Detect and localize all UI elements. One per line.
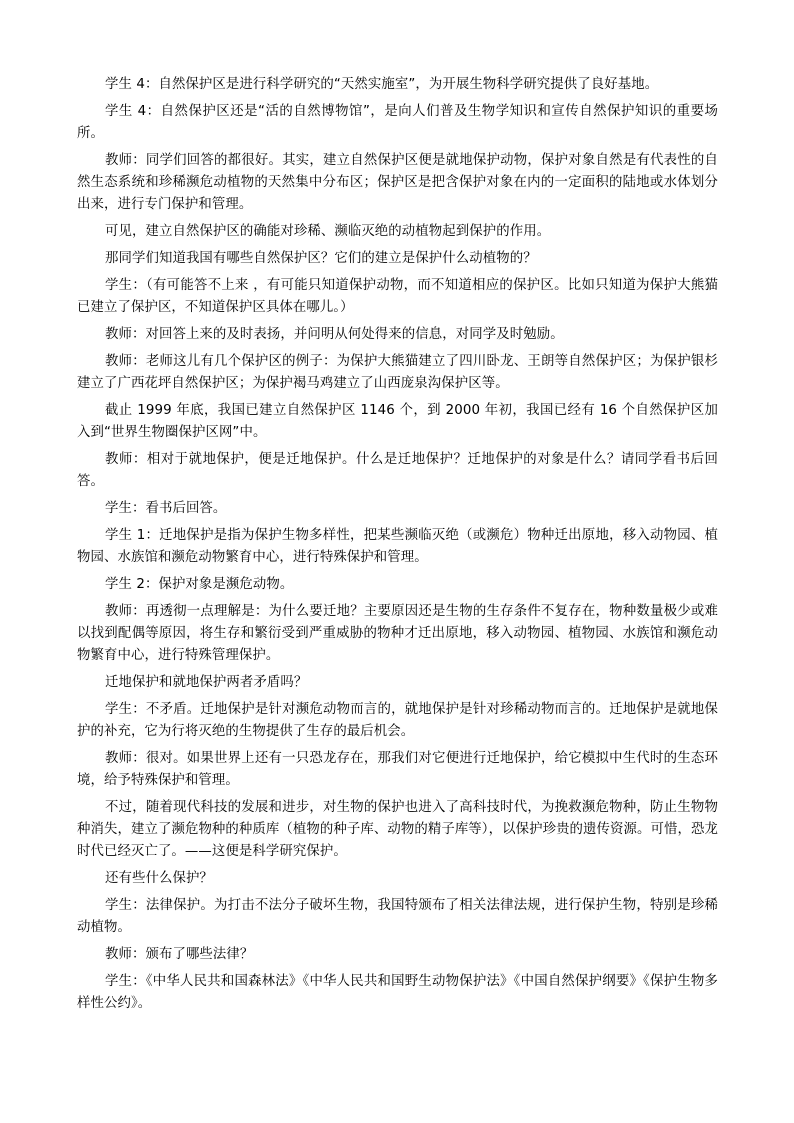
paragraph: 学生 1：迁地保护是指为保护生物多样性，把某些濒临灭绝（或濒危）物种迁出原地，移入动物园、植物园、水族馆和濒危动物繁育中心，进行特殊保护和管理。 bbox=[77, 528, 718, 565]
paragraph: 学生：《中华人民共和国森林法》《中华人民共和国野生动物保护法》《中国自然保护纲要》《保护生物多样性公约》。 bbox=[77, 974, 718, 1011]
paragraph: 教师：对回答上来的及时表扬，并问明从何处得来的信息，对同学及时勉励。 bbox=[105, 327, 564, 342]
paragraph: 学生：（有可能答不上来 ，有可能只知道保护动物，而不知道相应的保护区。比如只知道为保护大熊猫已建立了保护区，不知道保护区具体在哪儿。） bbox=[77, 278, 718, 315]
document-body bbox=[77, 74, 718, 1020]
paragraph: 教师：相对于就地保护，便是迁地保护。什么是迁地保护？迁地保护的对象是什么？请同学看书后回答。 bbox=[77, 452, 718, 489]
paragraph: 学生 4：自然保护区是进行科学研究的“天然实施室”，为开展生物科学研究提供了良好基地。 bbox=[105, 77, 659, 92]
paragraph: 迁地保护和就地保护两者矛盾吗？ bbox=[105, 675, 308, 690]
paragraph: 截止 1999 年底，我国已建立自然保护区 1146 个，到 2000 年初，我国已经有 16 个自然保护区加入到“世界生物圈保护区网”中。 bbox=[77, 403, 718, 440]
paragraph: 学生 2：保护对象是濒危动物。 bbox=[105, 577, 294, 592]
paragraph: 学生：法律保护。为打击不法分子破坏生物，我国特颁布了相关法律法规，进行保护生物，特别是珍稀动植物。 bbox=[77, 898, 718, 935]
paragraph: 学生 4：自然保护区还是“活的自然博物馆”，是向人们普及生物学知识和宣传自然保护知识的重要场所。 bbox=[77, 104, 718, 141]
paragraph: 还有些什么保护？ bbox=[105, 871, 213, 886]
paragraph: 学生：不矛盾。迁地保护是针对濒危动物而言的，就地保护是针对珍稀动物而言的。迁地保护是就地保护的补充，它为行将灭绝的生物提供了生存的最后机会。 bbox=[77, 702, 718, 739]
paragraph: 教师：很对。如果世界上还有一只恐龙存在，那我们对它便进行迁地保护，给它模拟中生代时的生态环境，给予特殊保护和管理。 bbox=[77, 751, 718, 788]
paragraph: 不过，随着现代科技的发展和进步，对生物的保护也进入了高科技时代，为挽救濒危物种，防止生物物种消失，建立了濒危物种的种质库（植物的种子库、动物的精子库等），以保护珍贵的遗传资源。可惜，恐龙时代已经灭亡了。——这便是科学研究保护。 bbox=[77, 800, 718, 859]
paragraph: 学生：看书后回答。 bbox=[105, 501, 227, 516]
paragraph: 那同学们知道我国有哪些自然保护区？它们的建立是保护什么动植物的？ bbox=[105, 251, 537, 266]
paragraph: 教师：颁布了哪些法律？ bbox=[105, 947, 254, 962]
paragraph: 教师：同学们回答的都很好。其实，建立自然保护区便是就地保护动物，保护对象自然是有代表性的自然生态系统和珍稀濒危动植物的天然集中分布区；保护区是把含保护对象在内的一定面积的陆地或水体划分出来，进行专门保护和管理。 bbox=[77, 153, 718, 212]
paragraph: 教师：再透彻一点理解是：为什么要迁地？主要原因还是生物的生存条件不复存在，物种数量极少或难以找到配偶等原因，将生存和繁衍受到严重威胁的物种才迁出原地，移入动物园、植物园、水族馆和濒危动物繁育中心，进行特殊管理保护。 bbox=[77, 604, 718, 663]
paragraph: 教师：老师这儿有几个保护区的例子：为保护大熊猫建立了四川卧龙、王朗等自然保护区；为保护银杉建立了广西花坪自然保护区；为保护褐马鸡建立了山西庞泉沟保护区等。 bbox=[77, 354, 718, 391]
paragraph: 可见，建立自然保护区的确能对珍稀、濒临灭绝的动植物起到保护的作用。 bbox=[105, 224, 551, 239]
